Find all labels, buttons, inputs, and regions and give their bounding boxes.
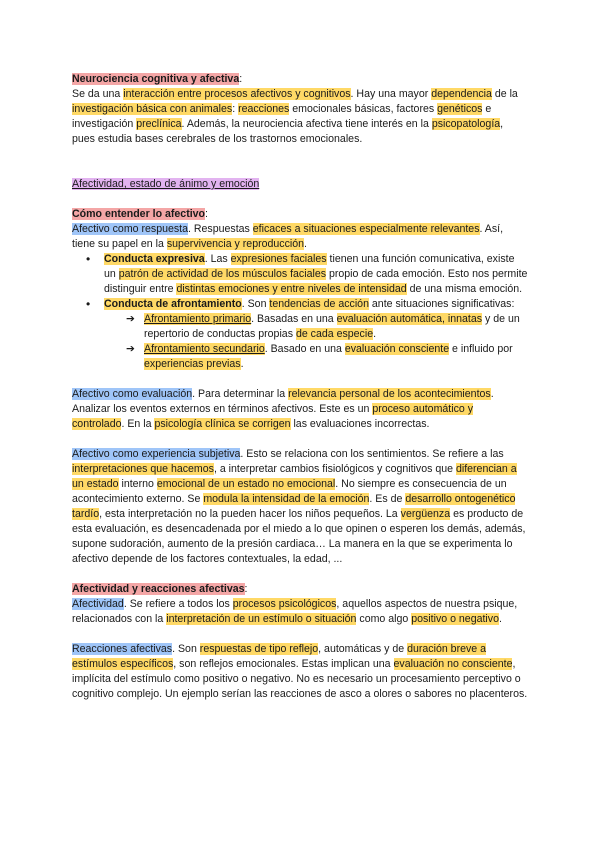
label-reacciones-afectivas: Reacciones afectivas: [72, 643, 173, 655]
paragraph-neurociencia: Se da una interacción entre procesos afectivos y cognitivos. Hay una mayor dependencia de la investigación básica con animales: reacciones emocionales básicas, factores genéticos e investigación preclínica. Además, la neurociencia afectiva tiene interés en la psicopatología, pues estudia bases cerebrales de los trastornos emocionales.: [72, 88, 518, 145]
sub-list: [104, 312, 528, 372]
title-afectividad: Afectividad, estado de ánimo y emoción: [72, 178, 260, 190]
label-afectividad: Afectividad: [72, 598, 124, 610]
paragraph-respuesta: Afectivo como respuesta. Respuestas eficaces a situaciones especialmente relevantes. Así, tiene su papel en la supervivencia y reproducción.: [72, 223, 504, 250]
section-neurociencia-heading: Neurociencia cognitiva y afectiva:: [72, 73, 243, 85]
paragraph-experiencia: Afectivo como experiencia subjetiva. Esto se relaciona con los sentimientos. Se refiere a las interpretaciones que hacemos, a interpretar cambios fisiológicos y cognitivos que diferencian a un estado interno emocional de un estado no emocional. No siempre es consecuencia de un acontecimiento externo. Se modula la intensidad de la emoción. Es de desarrollo ontogenético tardío, esta interpretación no la pueden hacer los niños pequeños. La vergüenza es producto de esta evaluación, es desencadenada por el miedo a lo que opinen o esperen los demás, además, supone sudoración, aumento de la presión cardiaca… La manera en la que se experimenta lo afectivo depende de los factores contextuales, la edad, ...: [72, 448, 526, 565]
label-afectivo-respuesta: Afectivo como respuesta: [72, 223, 188, 235]
paragraph-evaluacion: Afectivo como evaluación. Para determinar la relevancia personal de los acontecimientos. Analizar los eventos externos en términos afectivos. Este es un proceso automático y controlado. En la psicología clínica se corrigen las evaluaciones incorrectas.: [72, 388, 494, 430]
bullet-conducta-expresiva: • Conducta expresiva. Las expresiones faciales tienen una función comunicativa, existe un patrón de actividad de los músculos faciales propio de cada emoción. Esto nos permite distinguir entre distintas emociones y entre niveles de intensidad de una misma emoción.: [72, 252, 528, 297]
heading-entender: Cómo entender lo afectivo: [72, 208, 206, 220]
section-entender-heading: Cómo entender lo afectivo:: [72, 208, 208, 220]
paragraph-afectividad: Afectividad. Se refiere a todos los procesos psicológicos, aquellos aspectos de nuestra psique, relacionados con la interpretación de un estímulo o situación como algo positivo o negativo.: [72, 598, 518, 625]
arrow-icon: ➔: [126, 313, 135, 325]
bullet-conducta-afrontamiento: • Conducta de afrontamiento. Son tendencias de acción ante situaciones significativas: ➔ Afrontamiento primario. Basadas en una evaluación automática, innatas y de un repertorio de conductas propias de cada especie. ➔ Afrontamiento secundario. Basado en una evaluación consciente e influido por experiencias previas.: [72, 297, 528, 372]
bullet-list: [72, 252, 528, 372]
sub-item-afrontamiento-primario: ➔ Afrontamiento primario. Basadas en una evaluación automática, innatas y de un repertorio de conductas propias de cada especie.: [126, 313, 520, 340]
section-title: [72, 177, 528, 192]
arrow-icon: ➔: [126, 343, 135, 355]
paragraph-reacciones-afectivas: Reacciones afectivas. Son respuestas de tipo reflejo, automáticas y de duración breve a estímulos específicos, son reflejos emocionales. Estas implican una evaluación no consciente, implícita del estímulo como positivo o negativo. No es necesario un procesamiento perceptivo o cognitivo complejo. Un ejemplo serían las reacciones de asco a olores o sabores no placenteros.: [72, 643, 528, 700]
document-page: [72, 72, 528, 702]
heading-neurociencia: Neurociencia cognitiva y afectiva: [72, 73, 240, 85]
sub-item-afrontamiento-secundario: ➔ Afrontamiento secundario. Basado en una evaluación consciente e influido por experiencias previas.: [126, 343, 513, 370]
label-afectivo-experiencia: Afectivo como experiencia subjetiva: [72, 448, 241, 460]
section-reacciones-heading: Afectividad y reacciones afectivas:: [72, 583, 248, 595]
heading-reacciones: Afectividad y reacciones afectivas: [72, 583, 245, 595]
label-afectivo-evaluacion: Afectivo como evaluación: [72, 388, 193, 400]
